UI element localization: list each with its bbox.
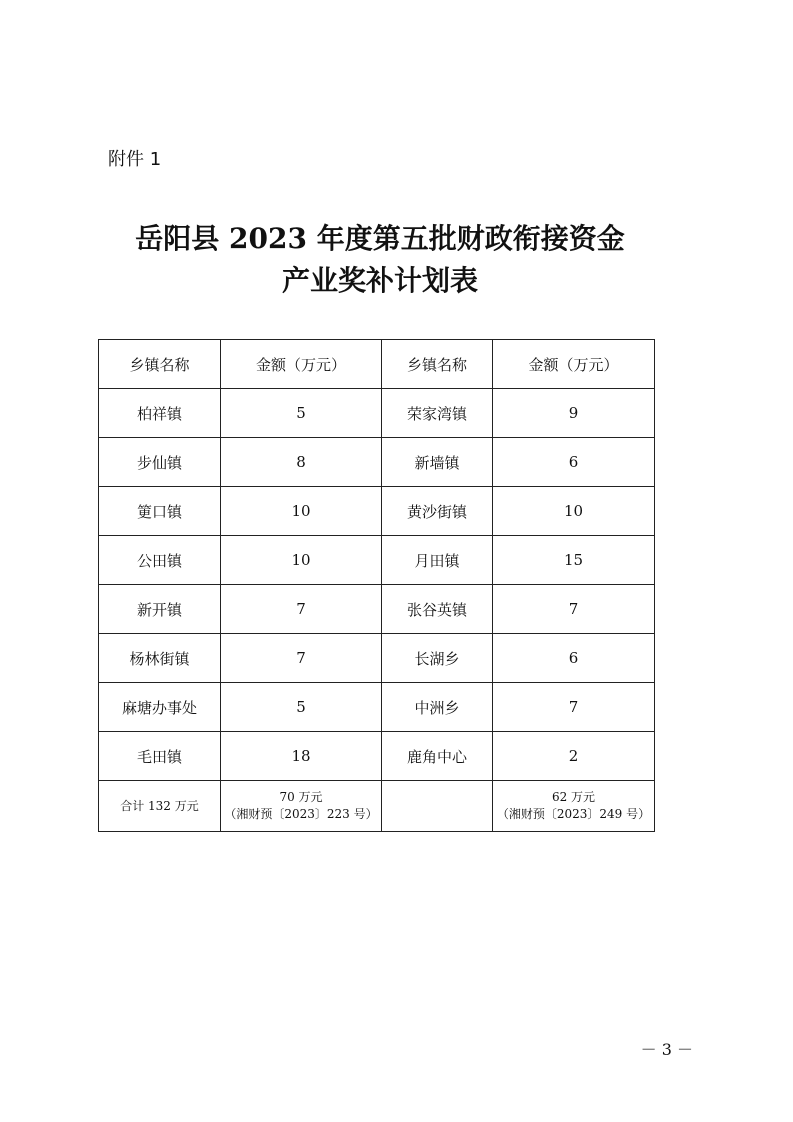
title-line-1: 岳阳县 2023 年度第五批财政衔接资金 [135, 222, 625, 255]
total-right-reference: （湘财预〔2023〕249 号） [496, 807, 651, 821]
header-town-name-right: 乡镇名称 [382, 340, 493, 389]
table-row [99, 585, 655, 634]
amount-cell: 7 [221, 634, 382, 683]
town-name-cell: 新墙镇 [382, 438, 493, 487]
table-row [99, 536, 655, 585]
town-name-cell: 筻口镇 [99, 487, 221, 536]
attachment-label: 附件 1 [108, 149, 162, 170]
amount-cell: 15 [493, 536, 655, 585]
amount-cell: 7 [221, 585, 382, 634]
amount-cell: 18 [221, 732, 382, 781]
subsidy-plan-table [98, 339, 655, 832]
amount-cell: 6 [493, 438, 655, 487]
town-name-cell: 荣家湾镇 [382, 389, 493, 438]
table-row [99, 389, 655, 438]
town-name-cell: 麻塘办事处 [99, 683, 221, 732]
table-row [99, 732, 655, 781]
total-left-amount: 70 万元 [279, 790, 323, 804]
table-total-row [99, 781, 655, 832]
total-left-cell [221, 781, 382, 832]
amount-cell: 10 [221, 536, 382, 585]
amount-cell: 2 [493, 732, 655, 781]
town-name-cell: 步仙镇 [99, 438, 221, 487]
table-header-row [99, 340, 655, 389]
total-empty-cell [382, 781, 493, 832]
amount-cell: 7 [493, 585, 655, 634]
town-name-cell: 张谷英镇 [382, 585, 493, 634]
town-name-cell: 新开镇 [99, 585, 221, 634]
header-town-name-left: 乡镇名称 [99, 340, 221, 389]
town-name-cell: 黄沙街镇 [382, 487, 493, 536]
header-amount-right: 金额（万元） [493, 340, 655, 389]
town-name-cell: 毛田镇 [99, 732, 221, 781]
amount-cell: 6 [493, 634, 655, 683]
amount-cell: 10 [221, 487, 382, 536]
amount-cell: 5 [221, 389, 382, 438]
total-right-amount: 62 万元 [551, 790, 596, 804]
amount-cell: 9 [493, 389, 655, 438]
town-name-cell: 长湖乡 [382, 634, 493, 683]
table-row [99, 634, 655, 683]
town-name-cell: 中洲乡 [382, 683, 493, 732]
table-row [99, 438, 655, 487]
town-name-cell: 公田镇 [99, 536, 221, 585]
table-row [99, 487, 655, 536]
town-name-cell: 月田镇 [382, 536, 493, 585]
amount-cell: 8 [221, 438, 382, 487]
amount-cell: 10 [493, 487, 655, 536]
amount-cell: 5 [221, 683, 382, 732]
total-right-cell [493, 781, 655, 832]
town-name-cell: 杨林街镇 [99, 634, 221, 683]
header-amount-left: 金额（万元） [221, 340, 382, 389]
town-name-cell: 鹿角中心 [382, 732, 493, 781]
amount-cell: 7 [493, 683, 655, 732]
total-label: 合计 132 万元 [99, 781, 221, 832]
total-left-reference: （湘财预〔2023〕223 号） [224, 807, 378, 821]
page-number: － 3 － [640, 1040, 693, 1059]
table-row [99, 683, 655, 732]
title-line-2: 产业奖补计划表 [281, 264, 478, 297]
town-name-cell: 柏祥镇 [99, 389, 221, 438]
document-title [100, 218, 660, 302]
